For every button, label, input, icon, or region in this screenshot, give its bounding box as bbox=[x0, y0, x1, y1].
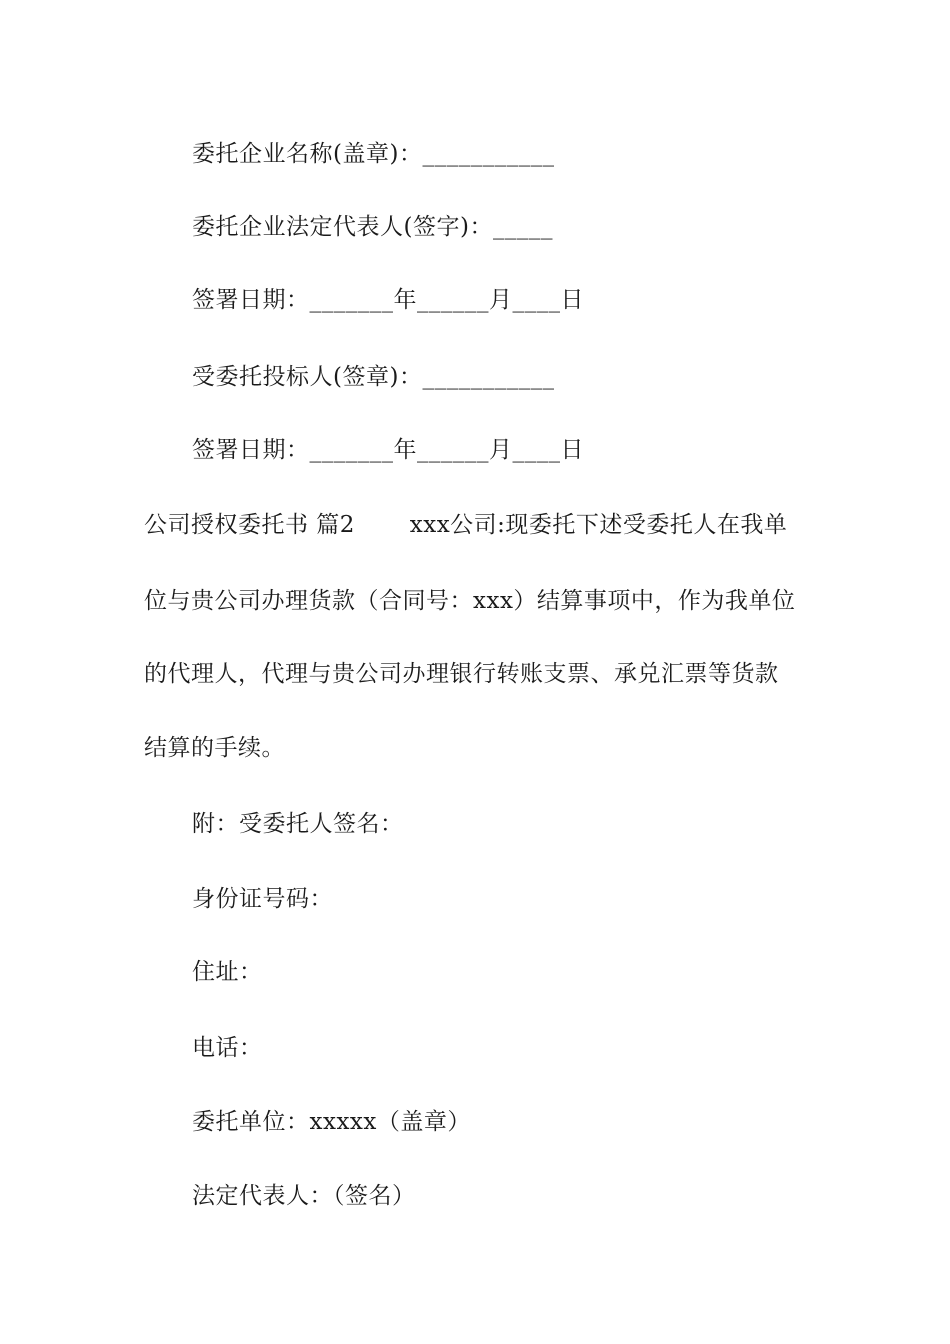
phone-line: 电话： bbox=[192, 1035, 263, 1061]
principal-unit-line: 委托单位：xxxxx（盖章） bbox=[192, 1109, 471, 1135]
section-2-paragraph-line-2: 位与贵公司办理货款（合同号：xxx）结算事项中，作为我单位 bbox=[144, 588, 796, 614]
section-2-paragraph-line-1: 公司授权委托书 篇2 xxx公司:现委托下述受委托人在我单 bbox=[144, 512, 788, 538]
section-2-paragraph-line-3: 的代理人，代理与贵公司办理银行转账支票、承兑汇票等货款 bbox=[144, 661, 779, 687]
legal-representative-line: 法定代表人：（签名） bbox=[192, 1183, 416, 1209]
attachment-signature-line: 附：受委托人签名： bbox=[192, 811, 404, 837]
agent-bidder-line: 受委托投标人(签章)：___________ bbox=[192, 364, 555, 390]
principal-name-line: 委托企业名称(盖章)：___________ bbox=[192, 141, 555, 167]
section-2-paragraph-line-4: 结算的手续。 bbox=[144, 735, 285, 761]
sign-date-line-1: 签署日期：_______年______月____日 bbox=[192, 287, 584, 313]
legal-rep-signature-line: 委托企业法定代表人(签字)：_____ bbox=[192, 214, 553, 240]
address-line: 住址： bbox=[192, 959, 263, 985]
sign-date-line-2: 签署日期：_______年______月____日 bbox=[192, 437, 584, 463]
id-number-line: 身份证号码： bbox=[192, 886, 333, 912]
